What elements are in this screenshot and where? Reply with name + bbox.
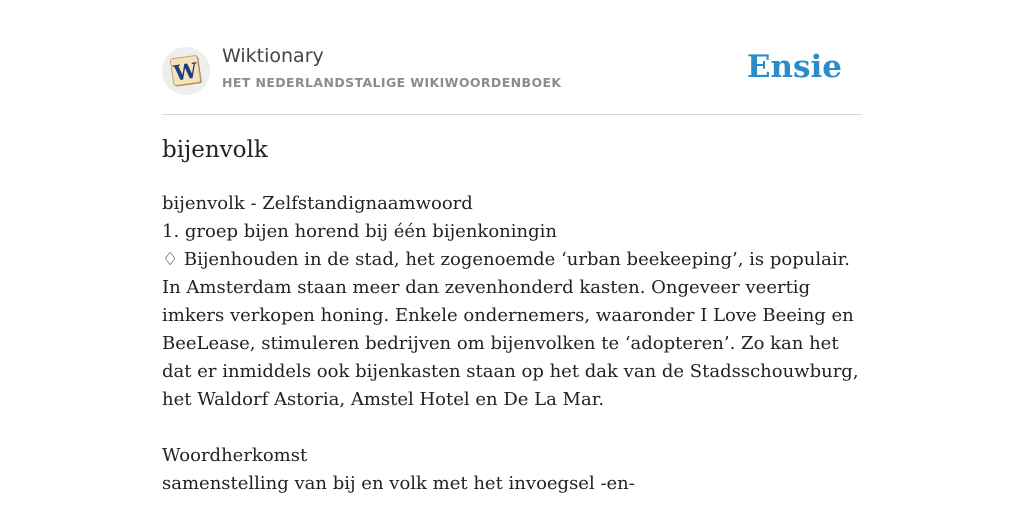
wiktionary-logo-icon[interactable] (162, 47, 210, 95)
header (162, 44, 862, 115)
definition: 1. groep bijen horend bij één bijenkoningin (162, 221, 557, 242)
word-class-line: bijenvolk - Zelfstandignaamwoord (162, 193, 473, 214)
example-text: ♢ Bijenhouden in de stad, het zogenoemde ‘urban beekeeping’, is populair. In Amsterdam staan meer dan zevenhonderd kasten. Ongeveer veertig imkers verkopen honing. Enkele ondernemers, waaronder I Love Beeing en BeeLease, stimuleren bedrijven om bijenvolken te ‘adopteren’. Zo kan het dat er inmiddels ook bijenkasten staan op het dak van de Stadsschouwburg, het Waldorf Astoria, Amstel Hotel en De La Mar. (162, 249, 859, 410)
ensie-brand-logo[interactable]: Ensie (746, 49, 842, 85)
entry-content (162, 190, 862, 498)
entry-title: bijenvolk (162, 137, 268, 163)
spacer (162, 414, 862, 442)
etymology-text: samenstelling van bij en volk met het invoegsel -en- (162, 473, 635, 494)
source-subtitle: HET NEDERLANDSTALIGE WIKIWOORDENBOEK (222, 75, 562, 90)
etymology-heading: Woordherkomst (162, 445, 308, 466)
logo-letter: W (172, 57, 199, 86)
source-title[interactable]: Wiktionary (222, 45, 324, 67)
